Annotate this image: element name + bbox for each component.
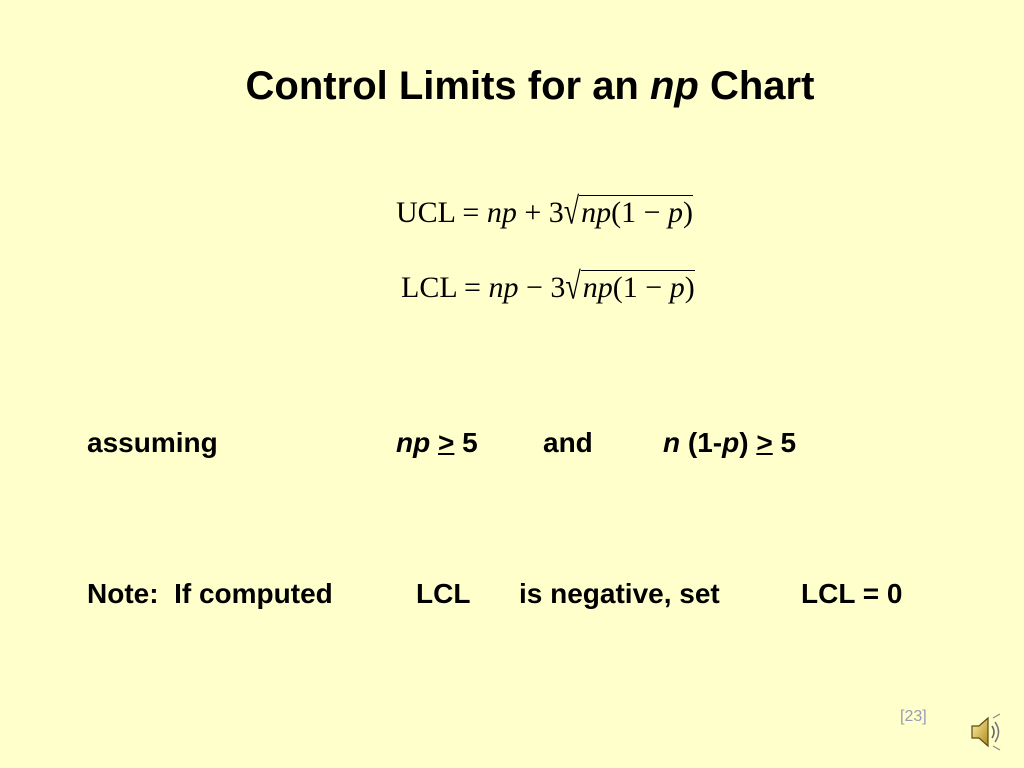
speaker-icon[interactable]	[966, 712, 1006, 752]
cond1-var: np	[396, 427, 431, 458]
ucl-op: +	[516, 196, 549, 229]
condition-np	[396, 427, 478, 459]
cond2-val: 5	[780, 427, 797, 458]
lcl-formula	[401, 266, 695, 308]
slide-number: [23]	[900, 708, 927, 725]
cond2-open: (1-	[687, 427, 723, 458]
lcl-radicand-np: np	[582, 271, 613, 304]
ucl-radicand-open: (1 −	[611, 196, 669, 229]
lcl-np: np	[488, 271, 519, 304]
lcl-radicand-p: p	[669, 271, 685, 304]
ucl-eq: =	[454, 196, 487, 229]
title-suffix: Chart	[698, 64, 815, 108]
title-italic: np	[649, 64, 699, 108]
cond1-op: >	[438, 427, 455, 458]
ucl-coef: 3	[548, 196, 564, 229]
ucl-radicand	[579, 195, 693, 228]
lcl-radicand	[581, 270, 695, 303]
note-negative: is negative, set	[519, 578, 720, 609]
lcl-sqrt	[565, 266, 695, 308]
condition-n-1-p	[663, 427, 796, 459]
lcl-radicand-open: (1 −	[612, 271, 670, 304]
sqrt-symbol: √	[563, 191, 580, 233]
lcl-lhs: LCL	[401, 271, 457, 304]
cond2-close: )	[739, 427, 749, 458]
title-prefix: Control Limits for an	[245, 64, 650, 108]
lcl-op: −	[518, 271, 551, 304]
ucl-sqrt	[563, 191, 694, 233]
cond2-op: >	[756, 427, 773, 458]
assuming-label: assuming	[87, 427, 218, 458]
ucl-np: np	[486, 196, 517, 229]
ucl-formula	[396, 191, 694, 233]
cond2-p: p	[722, 427, 740, 458]
lcl-radicand-close: )	[684, 271, 695, 304]
note-set-value: LCL = 0	[801, 578, 903, 609]
sqrt-symbol: √	[565, 266, 581, 308]
ucl-lhs: UCL	[396, 196, 455, 229]
lcl-coef: 3	[550, 271, 566, 304]
cond1-val: 5	[462, 427, 478, 458]
note-prefix: Note: If computed	[87, 578, 333, 609]
note-lcl: LCL	[416, 578, 471, 609]
ucl-radicand-p: p	[668, 196, 684, 229]
ucl-radicand-close: )	[683, 196, 694, 229]
and-label: and	[543, 427, 593, 458]
lcl-eq: =	[456, 271, 489, 304]
slide-title	[0, 64, 1024, 109]
ucl-radicand-np: np	[581, 196, 612, 229]
speaker-icon-svg	[966, 712, 1006, 752]
cond2-n: n	[663, 427, 681, 458]
